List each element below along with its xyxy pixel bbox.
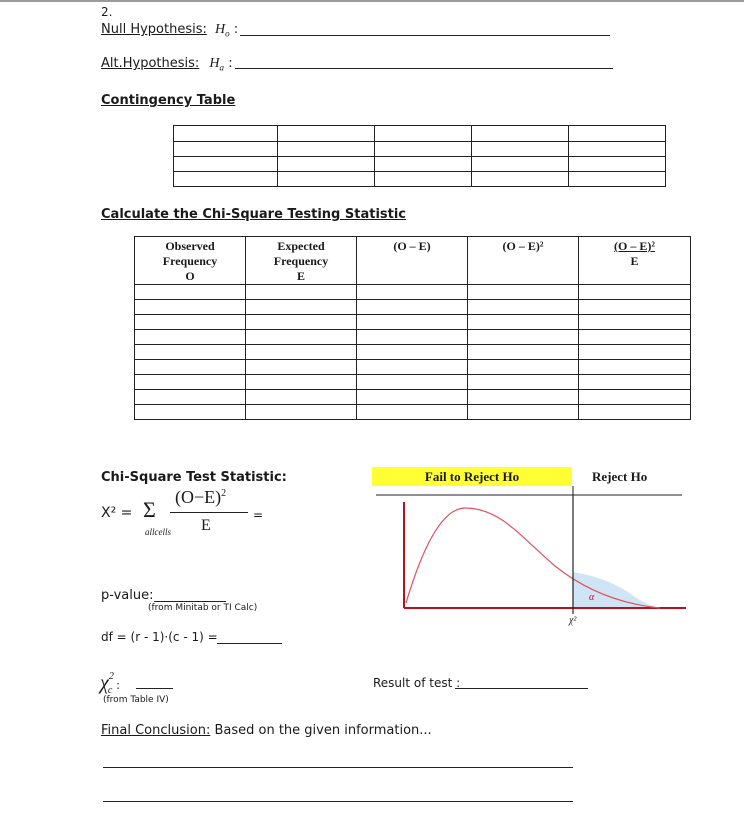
- table-row: [174, 172, 666, 187]
- table-cell[interactable]: [135, 375, 246, 390]
- df-formula: df = (r - 1)·(c - 1) =: [101, 630, 218, 644]
- alt-hypothesis-symbol: H: [209, 56, 220, 71]
- table-cell[interactable]: [375, 157, 472, 172]
- table-cell[interactable]: [135, 345, 246, 360]
- result-of-test-label: Result of test :: [373, 676, 461, 690]
- null-hypothesis-input-line[interactable]: [240, 35, 610, 36]
- table-cell[interactable]: [579, 375, 691, 390]
- chi-square-header-row: [135, 237, 691, 285]
- header-o-minus-e-squared: (O – E)²: [468, 237, 579, 285]
- formula-numerator: $(O-E)^2$: [175, 487, 227, 507]
- table-cell[interactable]: [357, 345, 468, 360]
- table-cell[interactable]: [579, 360, 691, 375]
- table-cell[interactable]: [174, 157, 278, 172]
- table-cell[interactable]: [246, 345, 357, 360]
- table-cell[interactable]: [246, 315, 357, 330]
- critical-value-symbol: $\chi^2_c$ :: [100, 671, 120, 696]
- fraction-bar: [170, 512, 248, 513]
- table-cell[interactable]: [472, 142, 569, 157]
- null-hypothesis-colon: :: [233, 22, 239, 37]
- critical-value-note: (from Table IV): [103, 695, 169, 705]
- alt-hypothesis-label: Alt.Hypothesis:: [101, 56, 200, 71]
- table-cell[interactable]: [357, 360, 468, 375]
- table-cell[interactable]: [135, 360, 246, 375]
- header-chi-component: (O – E)² E: [579, 237, 691, 285]
- table-cell[interactable]: [174, 172, 278, 187]
- table-cell[interactable]: [569, 172, 666, 187]
- table-cell[interactable]: [468, 345, 579, 360]
- table-cell[interactable]: [135, 315, 246, 330]
- table-cell[interactable]: [357, 300, 468, 315]
- sigma-subscript: allcells: [145, 527, 171, 537]
- table-row: [174, 126, 666, 142]
- null-hypothesis-symbol: H: [215, 22, 226, 37]
- table-cell[interactable]: [246, 405, 357, 420]
- table-cell[interactable]: [246, 330, 357, 345]
- table-cell[interactable]: [468, 300, 579, 315]
- table-cell[interactable]: [278, 172, 375, 187]
- rejection-region: [573, 572, 660, 608]
- table-cell[interactable]: [246, 375, 357, 390]
- table-cell[interactable]: [246, 300, 357, 315]
- table-cell[interactable]: [278, 126, 375, 142]
- table-cell[interactable]: [472, 172, 569, 187]
- table-cell[interactable]: [468, 330, 579, 345]
- table-row: [135, 375, 691, 390]
- header-o-minus-e: (O – E): [357, 237, 468, 285]
- table-row: [135, 390, 691, 405]
- table-cell[interactable]: [468, 375, 579, 390]
- table-cell[interactable]: [357, 285, 468, 300]
- table-row: [135, 405, 691, 420]
- table-cell[interactable]: [569, 157, 666, 172]
- null-hypothesis-label: Null Hypothesis:: [101, 22, 207, 37]
- df-input-line[interactable]: [217, 643, 282, 644]
- table-cell[interactable]: [472, 126, 569, 142]
- table-cell[interactable]: [468, 315, 579, 330]
- alt-hypothesis-row: [101, 56, 233, 73]
- table-cell[interactable]: [357, 390, 468, 405]
- table-cell[interactable]: [375, 172, 472, 187]
- p-value-label: p-value:: [101, 588, 154, 603]
- table-cell[interactable]: [579, 405, 691, 420]
- table-cell[interactable]: [246, 390, 357, 405]
- table-cell[interactable]: [579, 390, 691, 405]
- reject-label: Reject Ho: [592, 469, 648, 484]
- sigma-symbol: Σ: [143, 497, 156, 522]
- table-cell[interactable]: [278, 157, 375, 172]
- table-cell[interactable]: [278, 142, 375, 157]
- final-conclusion-text: Based on the given information...: [214, 723, 432, 738]
- alt-hypothesis-subscript: a: [219, 62, 225, 73]
- question-number: 2.: [101, 5, 113, 19]
- table-cell[interactable]: [569, 126, 666, 142]
- test-statistic-title: Chi-Square Test Statistic:: [101, 470, 287, 485]
- table-cell[interactable]: [579, 330, 691, 345]
- table-cell[interactable]: [375, 126, 472, 142]
- table-cell[interactable]: [579, 345, 691, 360]
- table-cell[interactable]: [468, 360, 579, 375]
- table-row: [135, 345, 691, 360]
- table-cell[interactable]: [468, 285, 579, 300]
- table-cell[interactable]: [569, 142, 666, 157]
- fail-to-reject-label: Fail to Reject Ho: [372, 467, 572, 486]
- table-row: [174, 142, 666, 157]
- formula-denominator: E: [201, 517, 211, 534]
- table-cell[interactable]: [174, 142, 278, 157]
- table-cell[interactable]: [135, 330, 246, 345]
- header-expected: Expected Frequency E: [246, 237, 357, 285]
- table-row: [135, 360, 691, 375]
- result-of-test-input-line[interactable]: [455, 688, 588, 689]
- alt-hypothesis-input-line[interactable]: [235, 68, 613, 69]
- null-hypothesis-row: [101, 22, 238, 39]
- table-cell[interactable]: [579, 300, 691, 315]
- table-cell[interactable]: [135, 390, 246, 405]
- conclusion-input-line-2[interactable]: [103, 801, 573, 802]
- chi-square-calc-title: Calculate the Chi-Square Testing Statistic: [101, 207, 407, 222]
- table-cell[interactable]: [135, 405, 246, 420]
- formula-lhs: X² =: [101, 505, 133, 521]
- table-cell[interactable]: [357, 330, 468, 345]
- final-conclusion-row: [101, 723, 432, 738]
- chi-square-table: [134, 236, 691, 420]
- alt-hypothesis-colon: :: [228, 56, 233, 71]
- page-top-border: [0, 0, 744, 2]
- final-conclusion-label: Final Conclusion:: [101, 723, 211, 738]
- table-cell[interactable]: [357, 405, 468, 420]
- table-row: [135, 330, 691, 345]
- table-cell[interactable]: [579, 315, 691, 330]
- contingency-table-title: Contingency Table: [101, 93, 236, 108]
- table-row: [174, 157, 666, 172]
- table-cell[interactable]: [375, 142, 472, 157]
- table-cell[interactable]: [472, 157, 569, 172]
- table-cell[interactable]: [135, 285, 246, 300]
- table-cell[interactable]: [468, 405, 579, 420]
- null-hypothesis-subscript: o: [225, 28, 230, 39]
- table-cell[interactable]: [246, 285, 357, 300]
- table-cell[interactable]: [135, 300, 246, 315]
- table-cell[interactable]: [468, 390, 579, 405]
- conclusion-input-line-1[interactable]: [103, 767, 573, 768]
- table-cell[interactable]: [357, 375, 468, 390]
- table-row: [135, 315, 691, 330]
- table-row: [135, 285, 691, 300]
- contingency-table: [173, 125, 666, 187]
- formula-equals: =: [253, 508, 264, 522]
- p-value-note: (from Minitab or TI Calc): [148, 603, 258, 613]
- table-cell[interactable]: [579, 285, 691, 300]
- chi-critical-label: χ²: [569, 615, 577, 626]
- critical-value-input-line[interactable]: [136, 688, 173, 689]
- table-cell[interactable]: [357, 315, 468, 330]
- chi-square-distribution-graph: [370, 486, 690, 626]
- header-observed: Observed Frequency O: [135, 237, 246, 285]
- p-value-input-line[interactable]: [154, 601, 226, 602]
- table-cell[interactable]: [174, 126, 278, 142]
- alpha-label: α: [589, 592, 595, 603]
- table-cell[interactable]: [246, 360, 357, 375]
- table-row: [135, 300, 691, 315]
